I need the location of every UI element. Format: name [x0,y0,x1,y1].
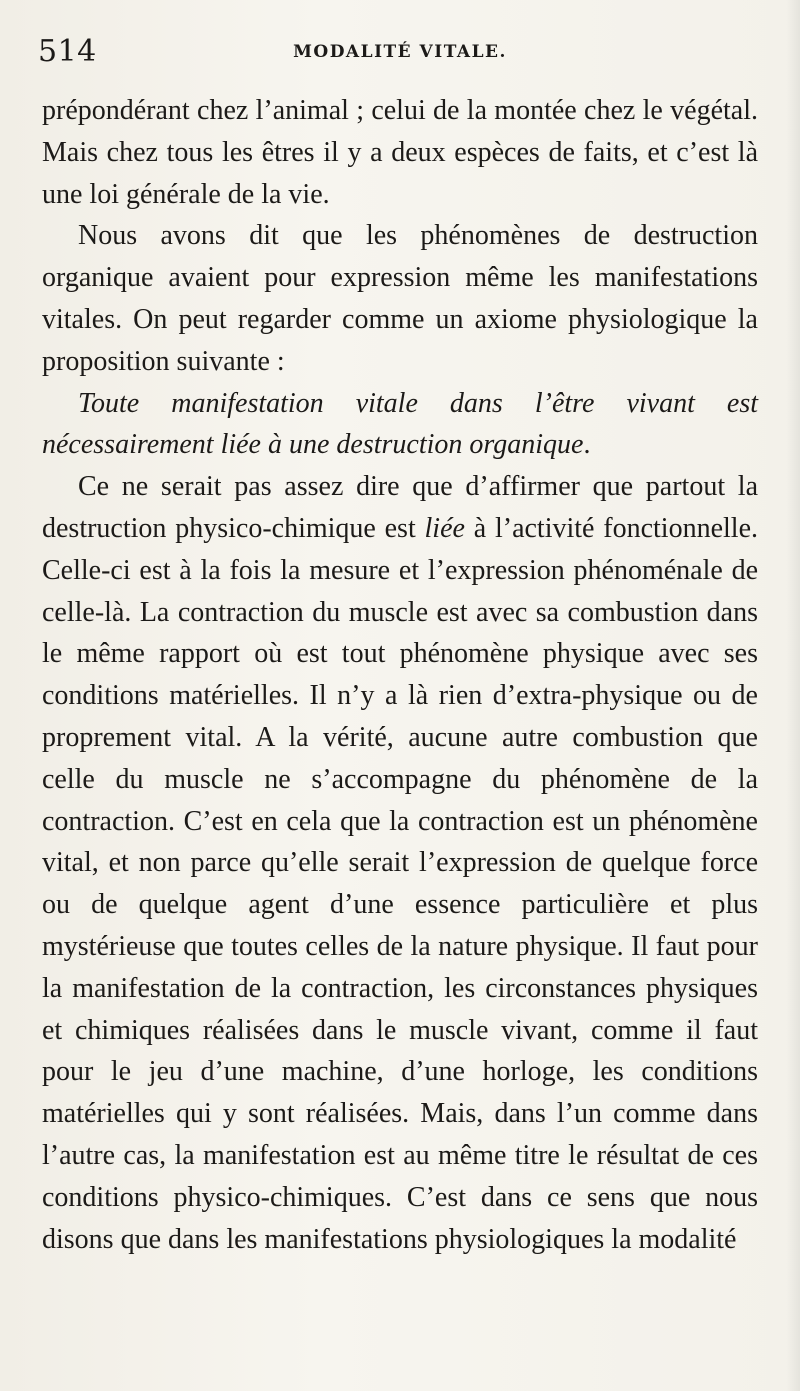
text-segment: Ce ne serait pas assez dire que d’affirmer que partout la destruction physico-chimique est [42,471,758,544]
running-header [38,30,758,90]
axiom-paragraph [42,383,758,467]
axiom-italic-text: Toute manifestation vitale dans l’être vivant est nécessairement liée à une destruction organique [42,387,758,461]
italic-word: liée [424,512,465,544]
page-number: 514 [38,34,97,69]
text-segment: à l’activité fonctionnelle. Celle-ci est à la fois la mesure et l’expression phénoménale de celle-là. La contraction du muscle est avec sa combustion dans le même rapport où est tout phénomène physique avec ses conditions matérielles. Il n’y a là rien d’extra-physique ou de proprement vital. A la vérité, aucune autre combustion que celle du muscle ne s’accompagne du phénomène de la contraction. C’est en cela que la contraction est un phénomène vital, et non parce qu’elle serait l’expression de quelque force ou de quelque agent d’une essence particulière et plus mystérieuse que toutes celles de la nature physique. Il faut pour la manifestation de la contraction, les circonstances physiques et chimiques réalisées dans le muscle vivant, comme il faut pour le jeu d’une machine, d’une horloge, les conditions matérielles qui y sont réalisées. Mais, dans l’un comme dans l’autre cas, la manifestation est au même titre le résultat de ces conditions physico-chimiques. C’est dans ce sens que nous disons que dans les manifestations physiologiques la modalité [42,512,758,1255]
body-text [42,90,758,1260]
text-segment: prépondérant chez l’animal ; celui de la montée chez le végétal. Mais chez tous les êtres il y a deux espèces de faits, et c’est là une loi générale de la vie. [42,95,758,210]
text-segment: Nous avons dit que les phénomènes de destruction organique avaient pour expression même les manifestations vitales. On peut regarder comme un axiome physiologique la proposition suivante : [42,220,758,377]
paragraph [42,90,758,215]
paragraph [42,215,758,382]
text-segment: . [583,429,591,461]
page-edge-shadow [786,0,800,1391]
running-title: MODALITÉ VITALE. [293,42,507,62]
paragraph [42,466,758,1260]
